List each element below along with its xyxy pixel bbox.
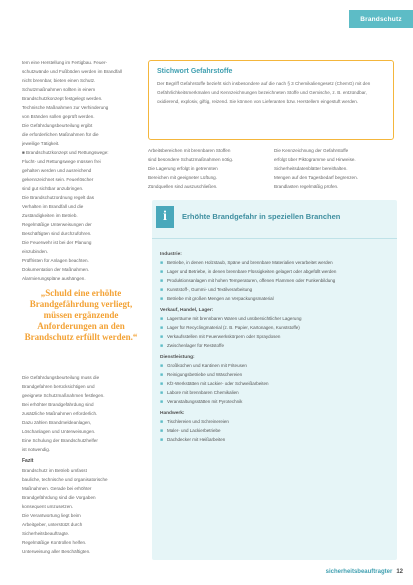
stichwort-box [148, 60, 394, 140]
info-icon: i [156, 206, 174, 228]
page-number: 12 [396, 569, 403, 575]
info-item-text: Lager für Recyclingmaterial (z. B. Papier, Kartonagen, Kunststoffe) [167, 325, 300, 330]
left-column: tem eine Herstellung im Fertigbau. Feuer- schutzwände und Fußböden werden im Brandfall nicht brennbar, bieten einen Schutz. Schutzmaßnahmen sollten in einem Brandschutzkonzept festgelegt werden. Technische Maßnahmen zur Verhinderung von Bränden sollen geprüft werden. Die Gefährdungsbeurteilung ergibt die erforderlichen Maßnahmen für die jeweilige Tätigkeit. ■ Brandschutzkonzept und Rettungswege: Flucht- und Rettungswege müssen frei gehalten werden und ausreichend gekennzeichnet sein. Feuerlöscher sind gut sichtbar anzubringen. Die Brandschutzordnung regelt das Verhalten im Brandfall und die Zuständigkeiten im Betrieb. Regelmäßige Unterweisungen der Beschäftigten sind durchzuführen. Die Feuerwehr ist bei der Planung einzubinden. Prüffristen für Anlagen beachten. Dokumentation der Maßnahmen. Alarmierungspläne aushängen. [22, 60, 122, 281]
bullet-icon: ■ [160, 372, 164, 378]
bullet-icon: ■ [160, 390, 164, 396]
bullet-icon: ■ [160, 334, 164, 340]
info-group-title: Verkauf, Handel, Lager: [160, 308, 214, 313]
info-item-text: Labore mit brennbaren Chemikalien [167, 390, 239, 395]
info-item [160, 296, 392, 302]
stichwort-body [157, 81, 385, 105]
bullet-icon: ■ [160, 269, 164, 275]
info-item [160, 287, 392, 293]
bullet-icon: ■ [160, 381, 164, 387]
stichwort-line: Gefährlichkeitsmerkmalen und Kennzeichnungen bezeichneten Stoffe und Gemische, z. B. entzündbar, [157, 90, 367, 95]
info-item-text: Lagerräume mit brennbaren Waren und unübersichtlicher Lagerung [167, 316, 302, 321]
info-item-text: Betriebe mit großen Mengen an Verpackungsmaterial [167, 296, 274, 301]
info-item-text: Kunststoff-, Gummi- und Textilverarbeitung [167, 287, 253, 292]
info-group-title: Industrie: [160, 252, 182, 257]
left-column-continued: Die Gefährdungsbeurteilung muss die Brandgefahren berücksichtigen und geeignete Schutzmaßnahmen festlegen. Bei erhöhter Brandgefährdung sind zusätzliche Maßnahmen erforderlich. Dazu zählen Brandmeldeanlagen, Löschanlagen und Unterweisungen. Eine Schulung der Brandschutzhelfer ist notwendig. [22, 375, 105, 452]
info-item-text: Zwischenlager für Reststoffe [167, 343, 224, 348]
info-item [160, 381, 392, 387]
info-box-title: Erhöhte Brandgefahr in speziellen Branchen [182, 212, 341, 221]
info-item-text: Tischlereien und Schreinereien [167, 419, 229, 424]
bullet-icon: ■ [160, 278, 164, 284]
info-box-content [160, 246, 392, 446]
bullet-icon: ■ [160, 296, 164, 302]
info-item-text: Maler- und Lackierbetriebe [167, 428, 221, 433]
section-tab: Brandschutz [349, 10, 413, 28]
bullet-icon: ■ [160, 343, 164, 349]
info-box-header [152, 200, 397, 236]
bullet-icon: ■ [160, 363, 164, 369]
bullet-icon: ■ [160, 399, 164, 405]
info-item-text: Kfz-Werkstätten mit Lackier- oder Schweißarbeiten [167, 381, 269, 386]
info-item-text: Dachdecker mit Heißarbeiten [167, 437, 226, 442]
info-item [160, 372, 392, 378]
info-item-text: Produktionsanlagen mit hohen Temperaturen, offenen Flammen oder Funkenbildung [167, 278, 336, 283]
pull-quote: „Schuld eine erhöhte Brandgefährdung verliegt, müssen ergänzende Anforderungen an den Brandschutz erfüllt werden.“ [24, 288, 138, 342]
info-item [160, 278, 392, 284]
info-item [160, 399, 392, 405]
stichwort-title: Stichwort Gefahrstoffe [157, 68, 233, 75]
stichwort-line: Der Begriff Gefahrstoffe bezieht sich insbesondere auf die nach § 3 Chemikaliengesetz (ChemG) mit den [157, 81, 371, 86]
info-item [160, 390, 392, 396]
fazit-heading: Fazit [22, 458, 34, 464]
mid-column-left: Arbeitsbereichen mit brennbaren Stoffen sind besondere Schutzmaßnahmen nötig. Die Lagerung erfolgt in getrennten Bereichen mit geeigneter Lüftung. Zündquellen sind auszuschließen. [148, 148, 234, 189]
info-item [160, 269, 392, 275]
bullet-icon: ■ [160, 287, 164, 293]
bullet-icon: ■ [160, 437, 164, 443]
info-item [160, 437, 392, 443]
info-item [160, 316, 392, 322]
bullet-icon: ■ [160, 428, 164, 434]
bullet-icon: ■ [160, 316, 164, 322]
bullet-icon: ■ [160, 419, 164, 425]
info-item [160, 260, 392, 266]
info-item [160, 334, 392, 340]
bullet-icon: ■ [160, 325, 164, 331]
info-box [152, 200, 397, 560]
info-group-title: Dienstleistung: [160, 355, 195, 360]
info-item-text: Betriebe, in denen Holzstaub, Späne und brennbare Materialien verarbeitet werden [167, 260, 333, 265]
info-box-divider [152, 238, 397, 239]
info-item-text: Veranstaltungsstätten mit Pyrotechnik [167, 399, 243, 404]
info-item [160, 363, 392, 369]
info-item [160, 428, 392, 434]
info-item-text: Verkaufsstellen mit Feuerwerkskörpern oder Spraydosen [167, 334, 281, 339]
info-item [160, 325, 392, 331]
footer-right [326, 569, 403, 575]
info-item-text: Großküchen und Kantinen mit Friteusen [167, 363, 247, 368]
bullet-icon: ■ [160, 260, 164, 266]
stichwort-line: oxidierend, explosiv, giftig, reizend. Sie können von Lieferanten bzw. Herstellern eingestuft werden. [157, 99, 359, 104]
info-item [160, 343, 392, 349]
mid-columns [148, 148, 394, 193]
mid-column-right: Die Kennzeichnung der Gefahrstoffe erfolgt über Piktogramme und Hinweise. Sicherheitsdatenblätter bereithalten. Mengen auf den Tagesbedarf begrenzen. Brandlasten regelmäßig prüfen. [274, 148, 358, 189]
fazit-text: Brandschutz im Betrieb umfasst bauliche, technische und organisatorische Maßnahmen. Gerade bei erhöhter Brandgefährdung sind die Vorgaben konsequent umzusetzen. Die Verantwortung liegt beim Arbeitgeber, unterstützt durch Sicherheitsbeauftragte. Regelmäßige Kontrollen helfen. Unterweisung aller Beschäftigten. [22, 468, 108, 554]
info-item-text: Lager und Betriebe, in denen brennbare Flüssigkeiten gelagert oder abgefüllt werden [167, 269, 337, 274]
info-item-text: Reinigungsbetriebe und Wäschereien [167, 372, 243, 377]
info-item [160, 419, 392, 425]
publication-name: sicherheitsbeauftragter [325, 569, 393, 575]
info-group-title: Handwerk: [160, 411, 185, 416]
